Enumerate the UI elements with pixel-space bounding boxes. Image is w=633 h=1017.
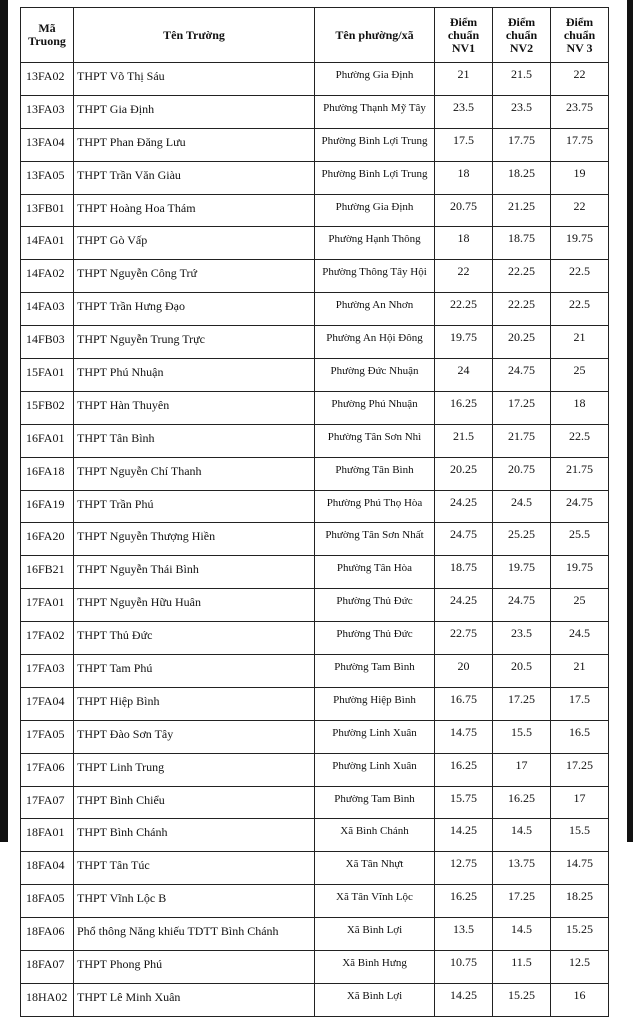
cell-score-nv2: 21.25 (493, 194, 551, 227)
cell-score-nv2: 18.25 (493, 161, 551, 194)
cell-score-nv3: 21.75 (551, 457, 609, 490)
cell-score-nv3: 17.25 (551, 753, 609, 786)
cell-score-nv1: 18 (435, 161, 493, 194)
cell-score-nv1: 16.25 (435, 753, 493, 786)
left-border (0, 0, 8, 842)
cell-school-code: 13FA04 (21, 128, 74, 161)
cell-score-nv2: 23.5 (493, 622, 551, 655)
cell-score-nv1: 10.75 (435, 951, 493, 984)
cell-school-code: 13FA02 (21, 63, 74, 96)
table-row (21, 359, 609, 392)
cell-score-nv1: 14.25 (435, 983, 493, 1016)
cell-school-code: 16FA20 (21, 523, 74, 556)
cell-score-nv2: 18.75 (493, 227, 551, 260)
table-row (21, 556, 609, 589)
cell-score-nv3: 16.5 (551, 720, 609, 753)
table-row (21, 885, 609, 918)
cell-score-nv1: 24.25 (435, 589, 493, 622)
cell-school-name: THPT Phú Nhuận (74, 359, 315, 392)
cell-school-name: THPT Trần Văn Giàu (74, 161, 315, 194)
cell-score-nv1: 16.25 (435, 391, 493, 424)
cell-school-code: 13FA05 (21, 161, 74, 194)
cell-ward-name: Phường Thủ Đức (315, 589, 435, 622)
cell-score-nv3: 22 (551, 194, 609, 227)
cell-ward-name: Phường Tân Bình (315, 457, 435, 490)
table-row (21, 95, 609, 128)
cell-score-nv2: 24.75 (493, 589, 551, 622)
admission-score-table (20, 7, 609, 1017)
cell-score-nv2: 22.25 (493, 260, 551, 293)
cell-score-nv1: 18 (435, 227, 493, 260)
cell-school-code: 16FA01 (21, 424, 74, 457)
cell-school-code: 13FA03 (21, 95, 74, 128)
cell-school-code: 18FA04 (21, 852, 74, 885)
cell-school-code: 15FB02 (21, 391, 74, 424)
cell-school-name: THPT Nguyễn Hữu Huân (74, 589, 315, 622)
cell-school-code: 18FA01 (21, 819, 74, 852)
cell-score-nv1: 24.25 (435, 490, 493, 523)
cell-score-nv2: 25.25 (493, 523, 551, 556)
cell-school-name: THPT Đào Sơn Tây (74, 720, 315, 753)
cell-score-nv2: 17.25 (493, 391, 551, 424)
cell-school-code: 15FA01 (21, 359, 74, 392)
cell-score-nv3: 19 (551, 161, 609, 194)
cell-score-nv3: 23.75 (551, 95, 609, 128)
cell-school-code: 13FB01 (21, 194, 74, 227)
table-row (21, 589, 609, 622)
header-school-name: Tên Trường (74, 8, 315, 63)
cell-school-name: THPT Phong Phú (74, 951, 315, 984)
cell-ward-name: Phường Tân Hòa (315, 556, 435, 589)
table-row (21, 951, 609, 984)
cell-ward-name: Phường An Nhơn (315, 293, 435, 326)
table-row (21, 622, 609, 655)
cell-ward-name: Phường Phú Nhuận (315, 391, 435, 424)
cell-score-nv3: 17.75 (551, 128, 609, 161)
cell-score-nv1: 16.75 (435, 687, 493, 720)
cell-ward-name: Phường Tân Sơn Nhất (315, 523, 435, 556)
cell-score-nv3: 16 (551, 983, 609, 1016)
cell-ward-name: Phường Gia Định (315, 194, 435, 227)
cell-score-nv2: 20.25 (493, 326, 551, 359)
cell-school-code: 18FA07 (21, 951, 74, 984)
cell-school-code: 17FA04 (21, 687, 74, 720)
cell-score-nv2: 11.5 (493, 951, 551, 984)
cell-score-nv2: 19.75 (493, 556, 551, 589)
cell-score-nv1: 12.75 (435, 852, 493, 885)
cell-score-nv1: 18.75 (435, 556, 493, 589)
cell-school-code: 14FA02 (21, 260, 74, 293)
cell-school-name: THPT Vĩnh Lộc B (74, 885, 315, 918)
table-row (21, 424, 609, 457)
cell-school-name: THPT Nguyễn Chí Thanh (74, 457, 315, 490)
cell-school-code: 17FA03 (21, 655, 74, 688)
cell-ward-name: Phường Thủ Đức (315, 622, 435, 655)
cell-school-code: 18FA06 (21, 918, 74, 951)
cell-school-name: THPT Bình Chiểu (74, 786, 315, 819)
cell-school-name: THPT Phan Đăng Lưu (74, 128, 315, 161)
cell-school-code: 16FA19 (21, 490, 74, 523)
table-row (21, 293, 609, 326)
cell-score-nv3: 22.5 (551, 424, 609, 457)
cell-score-nv1: 20.25 (435, 457, 493, 490)
cell-score-nv1: 20.75 (435, 194, 493, 227)
table-row (21, 194, 609, 227)
cell-ward-name: Xã Bình Hưng (315, 951, 435, 984)
header-school-code: Mã Truong (21, 8, 74, 63)
cell-school-name: THPT Bình Chánh (74, 819, 315, 852)
cell-school-name: THPT Tam Phú (74, 655, 315, 688)
cell-ward-name: Phường Thông Tây Hội (315, 260, 435, 293)
cell-school-name: THPT Linh Trung (74, 753, 315, 786)
cell-score-nv3: 24.75 (551, 490, 609, 523)
cell-score-nv3: 25.5 (551, 523, 609, 556)
cell-ward-name: Phường Tam Bình (315, 655, 435, 688)
table-row (21, 128, 609, 161)
cell-ward-name: Phường Gia Định (315, 63, 435, 96)
cell-score-nv3: 25 (551, 589, 609, 622)
table-row (21, 753, 609, 786)
cell-school-code: 17FA06 (21, 753, 74, 786)
cell-school-name: THPT Tân Túc (74, 852, 315, 885)
cell-school-name: THPT Nguyễn Trung Trực (74, 326, 315, 359)
table-row (21, 523, 609, 556)
cell-score-nv1: 22.75 (435, 622, 493, 655)
cell-score-nv2: 21.75 (493, 424, 551, 457)
header-score-nv1: Điểm chuẩn NV1 (435, 8, 493, 63)
cell-score-nv3: 15.5 (551, 819, 609, 852)
cell-score-nv2: 20.5 (493, 655, 551, 688)
table-body (21, 63, 609, 1017)
cell-score-nv3: 22.5 (551, 293, 609, 326)
cell-ward-name: Phường Tam Bình (315, 786, 435, 819)
cell-score-nv3: 18 (551, 391, 609, 424)
cell-school-name: THPT Hoàng Hoa Thám (74, 194, 315, 227)
cell-score-nv1: 24 (435, 359, 493, 392)
cell-score-nv2: 17 (493, 753, 551, 786)
cell-ward-name: Phường Thạnh Mỹ Tây (315, 95, 435, 128)
cell-school-name: THPT Trần Hưng Đạo (74, 293, 315, 326)
cell-school-name: THPT Hiệp Bình (74, 687, 315, 720)
table-row (21, 457, 609, 490)
cell-ward-name: Phường Tân Sơn Nhì (315, 424, 435, 457)
table-row (21, 63, 609, 96)
cell-score-nv2: 17.25 (493, 885, 551, 918)
cell-score-nv3: 17.5 (551, 687, 609, 720)
cell-score-nv1: 16.25 (435, 885, 493, 918)
cell-score-nv2: 15.5 (493, 720, 551, 753)
cell-school-name: THPT Hàn Thuyên (74, 391, 315, 424)
cell-ward-name: Phường Linh Xuân (315, 753, 435, 786)
cell-school-name: THPT Võ Thị Sáu (74, 63, 315, 96)
cell-school-code: 17FA02 (21, 622, 74, 655)
cell-school-code: 16FB21 (21, 556, 74, 589)
cell-school-name: THPT Nguyễn Thượng Hiền (74, 523, 315, 556)
cell-score-nv1: 21 (435, 63, 493, 96)
cell-score-nv2: 17.75 (493, 128, 551, 161)
right-border (627, 0, 633, 842)
cell-school-name: THPT Gia Định (74, 95, 315, 128)
cell-ward-name: Phường Bình Lợi Trung (315, 128, 435, 161)
cell-school-code: 14FB03 (21, 326, 74, 359)
cell-ward-name: Xã Bình Lợi (315, 983, 435, 1016)
cell-score-nv3: 17 (551, 786, 609, 819)
cell-score-nv2: 24.75 (493, 359, 551, 392)
cell-score-nv1: 22.25 (435, 293, 493, 326)
cell-score-nv2: 13.75 (493, 852, 551, 885)
cell-ward-name: Phường Hiệp Bình (315, 687, 435, 720)
cell-score-nv3: 21 (551, 655, 609, 688)
cell-score-nv3: 24.5 (551, 622, 609, 655)
cell-score-nv1: 14.75 (435, 720, 493, 753)
cell-score-nv3: 22 (551, 63, 609, 96)
cell-school-name: THPT Nguyễn Công Trứ (74, 260, 315, 293)
cell-score-nv3: 14.75 (551, 852, 609, 885)
cell-school-name: THPT Nguyễn Thái Bình (74, 556, 315, 589)
table-row (21, 786, 609, 819)
cell-ward-name: Xã Bình Lợi (315, 918, 435, 951)
header-ward-name: Tên phường/xã (315, 8, 435, 63)
cell-score-nv3: 19.75 (551, 227, 609, 260)
cell-score-nv2: 23.5 (493, 95, 551, 128)
table-row (21, 720, 609, 753)
cell-ward-name: Xã Tân Vĩnh Lộc (315, 885, 435, 918)
cell-school-code: 17FA05 (21, 720, 74, 753)
header-score-nv2: Điểm chuẩn NV2 (493, 8, 551, 63)
cell-score-nv2: 21.5 (493, 63, 551, 96)
cell-school-code: 18HA02 (21, 983, 74, 1016)
cell-ward-name: Phường Đức Nhuận (315, 359, 435, 392)
cell-ward-name: Phường Bình Lợi Trung (315, 161, 435, 194)
cell-ward-name: Phường Linh Xuân (315, 720, 435, 753)
cell-score-nv2: 15.25 (493, 983, 551, 1016)
cell-score-nv2: 22.25 (493, 293, 551, 326)
cell-score-nv1: 14.25 (435, 819, 493, 852)
cell-ward-name: Xã Tân Nhựt (315, 852, 435, 885)
table-row (21, 391, 609, 424)
cell-score-nv1: 19.75 (435, 326, 493, 359)
cell-score-nv3: 12.5 (551, 951, 609, 984)
cell-score-nv1: 24.75 (435, 523, 493, 556)
cell-score-nv3: 19.75 (551, 556, 609, 589)
cell-score-nv3: 15.25 (551, 918, 609, 951)
cell-school-code: 16FA18 (21, 457, 74, 490)
table-row (21, 819, 609, 852)
cell-score-nv2: 17.25 (493, 687, 551, 720)
cell-score-nv2: 16.25 (493, 786, 551, 819)
cell-school-code: 17FA01 (21, 589, 74, 622)
table-row (21, 655, 609, 688)
cell-school-name: Phổ thông Năng khiếu TDTT Bình Chánh (74, 918, 315, 951)
cell-school-name: THPT Trần Phú (74, 490, 315, 523)
table-row (21, 161, 609, 194)
cell-score-nv1: 21.5 (435, 424, 493, 457)
table-row (21, 260, 609, 293)
cell-score-nv1: 15.75 (435, 786, 493, 819)
cell-score-nv2: 14.5 (493, 819, 551, 852)
cell-school-code: 14FA03 (21, 293, 74, 326)
cell-school-code: 17FA07 (21, 786, 74, 819)
cell-score-nv3: 25 (551, 359, 609, 392)
table-row (21, 983, 609, 1016)
table-row (21, 687, 609, 720)
cell-score-nv2: 20.75 (493, 457, 551, 490)
cell-school-code: 18FA05 (21, 885, 74, 918)
table-header-row (21, 8, 609, 63)
cell-score-nv1: 23.5 (435, 95, 493, 128)
cell-ward-name: Phường Phú Thọ Hòa (315, 490, 435, 523)
cell-school-code: 14FA01 (21, 227, 74, 260)
cell-school-name: THPT Tân Bình (74, 424, 315, 457)
cell-score-nv2: 24.5 (493, 490, 551, 523)
table-row (21, 326, 609, 359)
cell-ward-name: Phường Hạnh Thông (315, 227, 435, 260)
cell-score-nv1: 17.5 (435, 128, 493, 161)
cell-school-name: THPT Gò Vấp (74, 227, 315, 260)
cell-score-nv3: 21 (551, 326, 609, 359)
cell-score-nv1: 22 (435, 260, 493, 293)
cell-ward-name: Xã Bình Chánh (315, 819, 435, 852)
cell-school-name: THPT Lê Minh Xuân (74, 983, 315, 1016)
cell-score-nv1: 13.5 (435, 918, 493, 951)
table-row (21, 490, 609, 523)
table-row (21, 852, 609, 885)
header-score-nv3: Điểm chuẩn NV 3 (551, 8, 609, 63)
table-row (21, 227, 609, 260)
cell-ward-name: Phường An Hội Đông (315, 326, 435, 359)
cell-score-nv1: 20 (435, 655, 493, 688)
cell-school-name: THPT Thủ Đức (74, 622, 315, 655)
cell-score-nv3: 18.25 (551, 885, 609, 918)
cell-score-nv2: 14.5 (493, 918, 551, 951)
cell-score-nv3: 22.5 (551, 260, 609, 293)
table-row (21, 918, 609, 951)
